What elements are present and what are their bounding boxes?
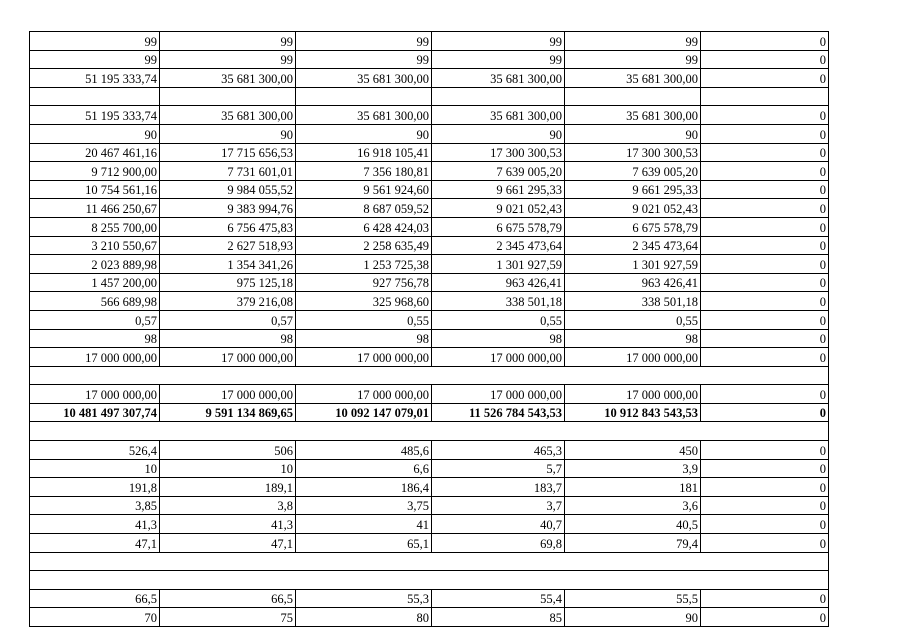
table-cell: 79,4 <box>565 534 701 553</box>
table-cell: 963 426,41 <box>565 273 701 292</box>
table-cell: 338 501,18 <box>565 292 701 311</box>
table-cell: 6 428 424,03 <box>296 217 432 236</box>
table-row-empty <box>30 552 829 571</box>
table-cell: 99 <box>565 50 701 69</box>
table-cell: 191,8 <box>30 478 160 497</box>
table-row <box>30 69 829 88</box>
table-cell: 0 <box>701 106 829 125</box>
table-cell: 0,55 <box>296 310 432 329</box>
table-cell: 975 125,18 <box>160 273 296 292</box>
table-cell-empty <box>565 87 701 106</box>
table-cell: 5,7 <box>432 459 565 478</box>
table-body <box>30 32 829 627</box>
table-row <box>30 608 829 627</box>
table-cell: 70 <box>30 608 160 627</box>
table-cell: 0 <box>701 608 829 627</box>
table-cell: 1 354 341,26 <box>160 255 296 274</box>
table-cell: 0,55 <box>432 310 565 329</box>
table-cell: 0 <box>701 273 829 292</box>
table-cell-empty <box>160 87 296 106</box>
table-cell: 10 <box>160 459 296 478</box>
table-cell: 1 301 927,59 <box>565 255 701 274</box>
table-cell-empty <box>30 366 829 385</box>
table-cell: 0 <box>701 180 829 199</box>
table-cell: 99 <box>160 50 296 69</box>
table-cell: 10 754 561,16 <box>30 180 160 199</box>
table-cell: 98 <box>432 329 565 348</box>
table-row <box>30 534 829 553</box>
table-cell: 325 968,60 <box>296 292 432 311</box>
table-row <box>30 515 829 534</box>
table-cell: 0 <box>701 217 829 236</box>
table-cell: 3,7 <box>432 496 565 515</box>
table-cell: 99 <box>30 32 160 51</box>
table-cell: 1 253 725,38 <box>296 255 432 274</box>
table-cell: 98 <box>30 329 160 348</box>
table-row <box>30 310 829 329</box>
table-cell: 7 356 180,81 <box>296 162 432 181</box>
table-cell: 35 681 300,00 <box>565 69 701 88</box>
table-cell: 2 627 518,93 <box>160 236 296 255</box>
table-cell: 51 195 333,74 <box>30 106 160 125</box>
table-cell: 465,3 <box>432 441 565 460</box>
table-cell: 99 <box>432 32 565 51</box>
table-cell: 183,7 <box>432 478 565 497</box>
table-cell: 6,6 <box>296 459 432 478</box>
table-cell: 0,55 <box>565 310 701 329</box>
table-cell: 85 <box>432 608 565 627</box>
table-row <box>30 255 829 274</box>
table-row <box>30 348 829 367</box>
table-row <box>30 329 829 348</box>
table-cell: 17 000 000,00 <box>565 348 701 367</box>
table-cell-empty <box>30 571 829 590</box>
table-cell: 2 258 635,49 <box>296 236 432 255</box>
table-cell: 0 <box>701 69 829 88</box>
table-cell: 7 639 005,20 <box>432 162 565 181</box>
table-cell: 9 591 134 869,65 <box>160 403 296 422</box>
table-cell: 17 000 000,00 <box>432 385 565 404</box>
table-row <box>30 106 829 125</box>
table-row <box>30 32 829 51</box>
table-row <box>30 273 829 292</box>
table-cell: 35 681 300,00 <box>432 106 565 125</box>
table-cell: 0 <box>701 348 829 367</box>
table-cell: 65,1 <box>296 534 432 553</box>
table-cell: 90 <box>296 124 432 143</box>
table-cell: 35 681 300,00 <box>565 106 701 125</box>
table-cell: 17 715 656,53 <box>160 143 296 162</box>
table-row <box>30 50 829 69</box>
table-row <box>30 180 829 199</box>
table-cell: 0 <box>701 589 829 608</box>
table-cell: 6 675 578,79 <box>565 217 701 236</box>
table-cell: 0 <box>701 496 829 515</box>
table-cell: 0 <box>701 459 829 478</box>
table-cell: 99 <box>296 32 432 51</box>
table-row <box>30 478 829 497</box>
table-row-empty <box>30 366 829 385</box>
table-row <box>30 143 829 162</box>
table-cell: 379 216,08 <box>160 292 296 311</box>
table-cell: 11 526 784 543,53 <box>432 403 565 422</box>
table-row <box>30 292 829 311</box>
table-cell: 17 000 000,00 <box>160 385 296 404</box>
table-cell: 75 <box>160 608 296 627</box>
table-cell: 186,4 <box>296 478 432 497</box>
table-cell: 41,3 <box>30 515 160 534</box>
table-cell: 7 731 601,01 <box>160 162 296 181</box>
table-cell: 90 <box>30 124 160 143</box>
table-cell: 41,3 <box>160 515 296 534</box>
table-cell: 0 <box>701 478 829 497</box>
table-cell: 0 <box>701 441 829 460</box>
table-cell: 35 681 300,00 <box>160 106 296 125</box>
table-cell: 485,6 <box>296 441 432 460</box>
table-cell: 98 <box>565 329 701 348</box>
table-cell: 3,85 <box>30 496 160 515</box>
table-cell: 35 681 300,00 <box>160 69 296 88</box>
table-cell: 6 756 475,83 <box>160 217 296 236</box>
table-cell: 98 <box>296 329 432 348</box>
table-cell: 80 <box>296 608 432 627</box>
table-cell: 2 345 473,64 <box>565 236 701 255</box>
table-row-empty <box>30 571 829 590</box>
table-cell: 0 <box>701 292 829 311</box>
table-cell: 0 <box>701 32 829 51</box>
table-row <box>30 589 829 608</box>
table-row <box>30 199 829 218</box>
table-cell: 9 021 052,43 <box>565 199 701 218</box>
table-cell-empty <box>296 87 432 106</box>
table-cell: 99 <box>160 32 296 51</box>
table-cell: 10 <box>30 459 160 478</box>
table-cell: 35 681 300,00 <box>296 106 432 125</box>
table-cell: 98 <box>160 329 296 348</box>
table-row <box>30 496 829 515</box>
table-row <box>30 217 829 236</box>
table-cell: 0 <box>701 403 829 422</box>
table-cell: 66,5 <box>30 589 160 608</box>
table-cell: 189,1 <box>160 478 296 497</box>
table-cell: 17 000 000,00 <box>160 348 296 367</box>
table-cell: 40,5 <box>565 515 701 534</box>
table-cell: 55,3 <box>296 589 432 608</box>
table-cell: 9 383 994,76 <box>160 199 296 218</box>
table-cell: 17 000 000,00 <box>296 348 432 367</box>
table-cell: 3,6 <box>565 496 701 515</box>
table-cell: 99 <box>432 50 565 69</box>
table-row-empty <box>30 87 829 106</box>
table-cell: 3 210 550,67 <box>30 236 160 255</box>
table-row <box>30 162 829 181</box>
table-cell: 450 <box>565 441 701 460</box>
table-cell: 35 681 300,00 <box>432 69 565 88</box>
table-cell: 41 <box>296 515 432 534</box>
table-cell: 0,57 <box>30 310 160 329</box>
table-cell: 9 984 055,52 <box>160 180 296 199</box>
table-cell: 0 <box>701 534 829 553</box>
table-cell: 51 195 333,74 <box>30 69 160 88</box>
table-cell-empty <box>432 87 565 106</box>
table-cell: 0 <box>701 143 829 162</box>
table-cell: 90 <box>432 124 565 143</box>
table-cell-empty <box>701 87 829 106</box>
table-cell: 9 661 295,33 <box>432 180 565 199</box>
table-cell: 55,4 <box>432 589 565 608</box>
table-cell: 66,5 <box>160 589 296 608</box>
table-cell: 90 <box>565 608 701 627</box>
table-cell: 3,9 <box>565 459 701 478</box>
table-cell: 0 <box>701 162 829 181</box>
table-cell: 90 <box>565 124 701 143</box>
table-cell: 1 301 927,59 <box>432 255 565 274</box>
table-cell: 181 <box>565 478 701 497</box>
table-cell: 963 426,41 <box>432 273 565 292</box>
table-cell: 927 756,78 <box>296 273 432 292</box>
table-row <box>30 459 829 478</box>
table-cell: 9 712 900,00 <box>30 162 160 181</box>
table-cell: 526,4 <box>30 441 160 460</box>
table-cell: 20 467 461,16 <box>30 143 160 162</box>
table-cell: 0 <box>701 236 829 255</box>
table-cell: 7 639 005,20 <box>565 162 701 181</box>
table-cell: 0 <box>701 385 829 404</box>
table-cell: 2 023 889,98 <box>30 255 160 274</box>
table-cell: 47,1 <box>30 534 160 553</box>
table-cell: 35 681 300,00 <box>296 69 432 88</box>
table-cell: 338 501,18 <box>432 292 565 311</box>
table-row <box>30 441 829 460</box>
table-cell: 0 <box>701 515 829 534</box>
table-cell: 40,7 <box>432 515 565 534</box>
table-cell: 17 000 000,00 <box>30 385 160 404</box>
table-row-empty <box>30 422 829 441</box>
table-cell: 506 <box>160 441 296 460</box>
table-cell: 17 300 300,53 <box>432 143 565 162</box>
table-cell: 17 300 300,53 <box>565 143 701 162</box>
table-cell: 17 000 000,00 <box>432 348 565 367</box>
table-cell: 3,8 <box>160 496 296 515</box>
table-cell: 2 345 473,64 <box>432 236 565 255</box>
table-cell-empty <box>30 87 160 106</box>
table-cell: 0 <box>701 255 829 274</box>
table-row <box>30 385 829 404</box>
table-cell: 9 561 924,60 <box>296 180 432 199</box>
table-cell: 11 466 250,67 <box>30 199 160 218</box>
table-cell: 3,75 <box>296 496 432 515</box>
table-cell: 0 <box>701 310 829 329</box>
table-cell: 0 <box>701 124 829 143</box>
data-table <box>29 31 829 627</box>
table-cell: 17 000 000,00 <box>30 348 160 367</box>
table-cell: 9 661 295,33 <box>565 180 701 199</box>
table-cell: 10 912 843 543,53 <box>565 403 701 422</box>
table-cell: 6 675 578,79 <box>432 217 565 236</box>
table-cell: 17 000 000,00 <box>565 385 701 404</box>
table-cell-empty <box>30 422 829 441</box>
table-cell: 99 <box>565 32 701 51</box>
table-cell: 47,1 <box>160 534 296 553</box>
table-cell: 0 <box>701 50 829 69</box>
table-cell: 99 <box>30 50 160 69</box>
table-cell: 16 918 105,41 <box>296 143 432 162</box>
table-cell: 17 000 000,00 <box>296 385 432 404</box>
table-row <box>30 124 829 143</box>
table-cell: 9 021 052,43 <box>432 199 565 218</box>
table-cell-empty <box>30 552 829 571</box>
table-cell: 10 092 147 079,01 <box>296 403 432 422</box>
table-cell: 0 <box>701 329 829 348</box>
table-cell: 55,5 <box>565 589 701 608</box>
table-row <box>30 403 829 422</box>
table-cell: 8 255 700,00 <box>30 217 160 236</box>
table-cell: 99 <box>296 50 432 69</box>
table-cell: 69,8 <box>432 534 565 553</box>
table-cell: 8 687 059,52 <box>296 199 432 218</box>
table-cell: 10 481 497 307,74 <box>30 403 160 422</box>
table-cell: 0 <box>701 199 829 218</box>
table-cell: 1 457 200,00 <box>30 273 160 292</box>
table-cell: 90 <box>160 124 296 143</box>
table-cell: 0,57 <box>160 310 296 329</box>
table-row <box>30 236 829 255</box>
table-cell: 566 689,98 <box>30 292 160 311</box>
